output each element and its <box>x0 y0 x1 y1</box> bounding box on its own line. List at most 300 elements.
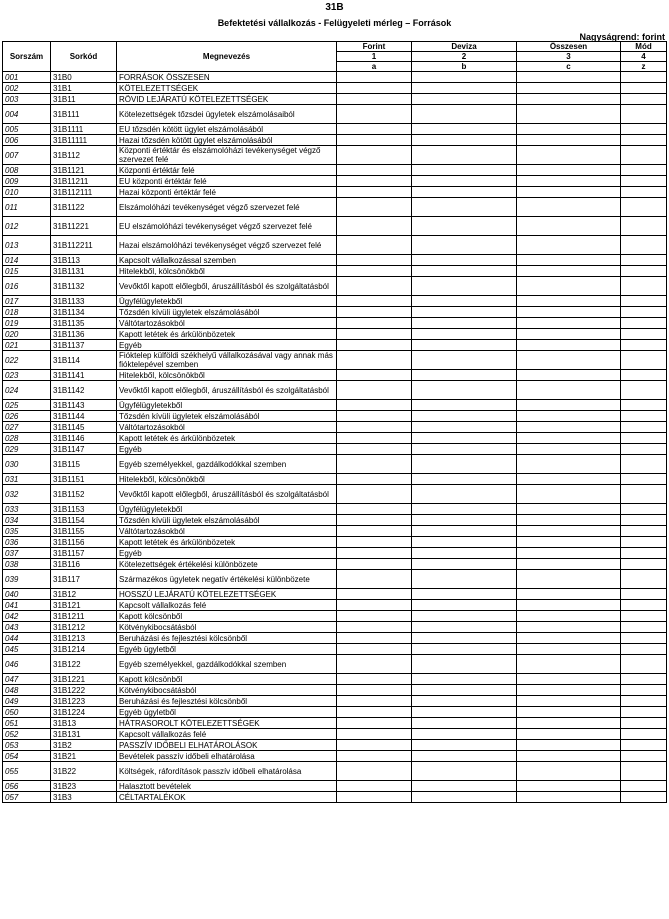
table-row <box>3 381 667 400</box>
table-row <box>3 526 667 537</box>
row-code: 31B1121 <box>51 165 117 176</box>
cell-osszesen <box>517 781 621 792</box>
cell-mod <box>621 277 667 296</box>
row-number: 009 <box>3 176 51 187</box>
cell-osszesen <box>517 707 621 718</box>
cell-forint <box>337 277 412 296</box>
col-deviza: Deviza <box>412 42 517 52</box>
cell-osszesen <box>517 236 621 255</box>
row-name: Vevőktől kapott előlegből, áruszállításból és szolgáltatásból <box>117 485 337 504</box>
row-code: 31B13 <box>51 718 117 729</box>
cell-deviza <box>412 318 517 329</box>
cell-osszesen <box>517 135 621 146</box>
row-name: Vevőktől kapott előlegből, áruszállításból és szolgáltatásból <box>117 277 337 296</box>
cell-mod <box>621 600 667 611</box>
row-code: 31B1122 <box>51 198 117 217</box>
cell-deviza <box>412 474 517 485</box>
table-row <box>3 198 667 217</box>
cell-deviza <box>412 548 517 559</box>
cell-forint <box>337 400 412 411</box>
table-row <box>3 707 667 718</box>
row-code: 31B1156 <box>51 537 117 548</box>
table-row <box>3 72 667 83</box>
cell-forint <box>337 729 412 740</box>
row-code: 31B1222 <box>51 685 117 696</box>
cell-forint <box>337 696 412 707</box>
row-name: HOSSZÚ LEJÁRATÚ KÖTELEZETTSÉGEK <box>117 589 337 600</box>
cell-deviza <box>412 381 517 400</box>
table-row <box>3 751 667 762</box>
cell-forint <box>337 762 412 781</box>
cell-osszesen <box>517 526 621 537</box>
row-number: 025 <box>3 400 51 411</box>
row-name: EU elszámolóházi tevékenységet végző szervezet felé <box>117 217 337 236</box>
cell-osszesen <box>517 474 621 485</box>
row-code: 31B21 <box>51 751 117 762</box>
row-name: Kapcsolt vállalkozással szemben <box>117 255 337 266</box>
row-name: Hitelekből, kölcsönökből <box>117 370 337 381</box>
cell-mod <box>621 266 667 277</box>
row-code: 31B1212 <box>51 622 117 633</box>
row-code: 31B1141 <box>51 370 117 381</box>
table-row <box>3 504 667 515</box>
cell-mod <box>621 94 667 105</box>
cell-mod <box>621 485 667 504</box>
cell-mod <box>621 526 667 537</box>
table-row <box>3 685 667 696</box>
cell-osszesen <box>517 600 621 611</box>
row-code: 31B1221 <box>51 674 117 685</box>
cell-mod <box>621 176 667 187</box>
table-row <box>3 176 667 187</box>
cell-osszesen <box>517 266 621 277</box>
table-row <box>3 187 667 198</box>
cell-forint <box>337 381 412 400</box>
cell-forint <box>337 655 412 674</box>
cell-deviza <box>412 198 517 217</box>
row-number: 035 <box>3 526 51 537</box>
cell-forint <box>337 792 412 803</box>
cell-osszesen <box>517 105 621 124</box>
row-number: 043 <box>3 622 51 633</box>
cell-forint <box>337 455 412 474</box>
cell-osszesen <box>517 751 621 762</box>
row-code: 31B1145 <box>51 422 117 433</box>
row-name: Hazai tőzsdén kötött ügylet elszámolásából <box>117 135 337 146</box>
row-number: 026 <box>3 411 51 422</box>
row-number: 033 <box>3 504 51 515</box>
cell-osszesen <box>517 422 621 433</box>
cell-deviza <box>412 176 517 187</box>
table-row <box>3 718 667 729</box>
row-number: 023 <box>3 370 51 381</box>
row-code: 31B117 <box>51 570 117 589</box>
row-name: Kötvénykibocsátásból <box>117 685 337 696</box>
cell-deviza <box>412 146 517 165</box>
row-code: 31B1151 <box>51 474 117 485</box>
cell-osszesen <box>517 589 621 600</box>
table-row <box>3 266 667 277</box>
row-number: 050 <box>3 707 51 718</box>
row-number: 008 <box>3 165 51 176</box>
cell-mod <box>621 381 667 400</box>
cell-osszesen <box>517 277 621 296</box>
cell-forint <box>337 611 412 622</box>
cell-osszesen <box>517 146 621 165</box>
cell-deviza <box>412 751 517 762</box>
row-name: Egyéb ügyletből <box>117 707 337 718</box>
row-code: 31B1143 <box>51 400 117 411</box>
table-row <box>3 351 667 370</box>
cell-osszesen <box>517 94 621 105</box>
cell-mod <box>621 83 667 94</box>
row-code: 31B11221 <box>51 217 117 236</box>
cell-osszesen <box>517 318 621 329</box>
cell-mod <box>621 515 667 526</box>
table-row <box>3 165 667 176</box>
row-name: PASSZÍV IDŐBELI ELHATÁROLÁSOK <box>117 740 337 751</box>
row-name: Tőzsdén kívüli ügyletek elszámolásából <box>117 411 337 422</box>
row-number: 034 <box>3 515 51 526</box>
cell-mod <box>621 537 667 548</box>
cell-mod <box>621 124 667 135</box>
cell-mod <box>621 792 667 803</box>
cell-osszesen <box>517 655 621 674</box>
cell-osszesen <box>517 176 621 187</box>
col-number: 1 <box>337 52 412 62</box>
cell-deviza <box>412 559 517 570</box>
row-number: 039 <box>3 570 51 589</box>
row-number: 032 <box>3 485 51 504</box>
row-name: Egyéb <box>117 444 337 455</box>
cell-forint <box>337 504 412 515</box>
row-code: 31B23 <box>51 781 117 792</box>
row-code: 31B1111 <box>51 124 117 135</box>
table-row <box>3 644 667 655</box>
row-name: KÖTELEZETTSÉGEK <box>117 83 337 94</box>
cell-mod <box>621 504 667 515</box>
cell-osszesen <box>517 674 621 685</box>
cell-osszesen <box>517 255 621 266</box>
row-number: 003 <box>3 94 51 105</box>
row-number: 046 <box>3 655 51 674</box>
row-number: 031 <box>3 474 51 485</box>
cell-forint <box>337 236 412 255</box>
row-number: 055 <box>3 762 51 781</box>
cell-forint <box>337 370 412 381</box>
cell-deviza <box>412 444 517 455</box>
cell-osszesen <box>517 762 621 781</box>
cell-forint <box>337 176 412 187</box>
row-name: Származékos ügyletek negatív értékelési különbözete <box>117 570 337 589</box>
table-row <box>3 633 667 644</box>
row-code: 31B112 <box>51 146 117 165</box>
table-row <box>3 105 667 124</box>
cell-mod <box>621 762 667 781</box>
cell-deviza <box>412 351 517 370</box>
cell-deviza <box>412 781 517 792</box>
row-code: 31B1211 <box>51 611 117 622</box>
cell-deviza <box>412 307 517 318</box>
cell-forint <box>337 444 412 455</box>
table-row <box>3 762 667 781</box>
row-name: Vevőktől kapott előlegből, áruszállításból és szolgáltatásból <box>117 381 337 400</box>
row-name: Halasztott bevételek <box>117 781 337 792</box>
row-code: 31B111 <box>51 105 117 124</box>
table-row <box>3 146 667 165</box>
row-code: 31B1152 <box>51 485 117 504</box>
cell-deviza <box>412 504 517 515</box>
cell-osszesen <box>517 433 621 444</box>
cell-osszesen <box>517 296 621 307</box>
row-code: 31B12 <box>51 589 117 600</box>
cell-mod <box>621 198 667 217</box>
row-name: Hitelekből, kölcsönökből <box>117 474 337 485</box>
row-code: 31B1133 <box>51 296 117 307</box>
col-letter: b <box>412 62 517 72</box>
cell-mod <box>621 781 667 792</box>
row-code: 31B1155 <box>51 526 117 537</box>
col-letter: a <box>337 62 412 72</box>
row-number: 042 <box>3 611 51 622</box>
row-code: 31B1154 <box>51 515 117 526</box>
table-row <box>3 611 667 622</box>
row-number: 005 <box>3 124 51 135</box>
row-number: 001 <box>3 72 51 83</box>
row-name: Kapott kölcsönből <box>117 674 337 685</box>
table-row <box>3 455 667 474</box>
row-code: 31B113 <box>51 255 117 266</box>
col-number: 3 <box>517 52 621 62</box>
cell-forint <box>337 548 412 559</box>
cell-deviza <box>412 255 517 266</box>
cell-forint <box>337 474 412 485</box>
table-row <box>3 307 667 318</box>
row-name: Kötelezettségek tőzsdei ügyletek elszámolásaiból <box>117 105 337 124</box>
row-code: 31B0 <box>51 72 117 83</box>
cell-forint <box>337 537 412 548</box>
cell-deviza <box>412 526 517 537</box>
cell-osszesen <box>517 548 621 559</box>
cell-mod <box>621 422 667 433</box>
cell-mod <box>621 644 667 655</box>
cell-mod <box>621 72 667 83</box>
cell-mod <box>621 135 667 146</box>
row-name: Hazai központi értéktár felé <box>117 187 337 198</box>
cell-deviza <box>412 105 517 124</box>
cell-forint <box>337 781 412 792</box>
cell-forint <box>337 307 412 318</box>
row-number: 052 <box>3 729 51 740</box>
row-number: 020 <box>3 329 51 340</box>
row-code: 31B122 <box>51 655 117 674</box>
table-row <box>3 792 667 803</box>
row-number: 022 <box>3 351 51 370</box>
cell-osszesen <box>517 307 621 318</box>
table-row <box>3 729 667 740</box>
row-name: Egyéb személyekkel, gazdálkodókkal szemben <box>117 455 337 474</box>
cell-forint <box>337 485 412 504</box>
col-mod: Mód <box>621 42 667 52</box>
row-name: Tőzsdén kívüli ügyletek elszámolásából <box>117 515 337 526</box>
cell-osszesen <box>517 611 621 622</box>
table-row <box>3 485 667 504</box>
cell-osszesen <box>517 444 621 455</box>
row-code: 31B131 <box>51 729 117 740</box>
row-name: Egyéb személyekkel, gazdálkodókkal szemben <box>117 655 337 674</box>
row-name: Váltótartozásokból <box>117 422 337 433</box>
row-name: Kapott letétek és árkülönbözetek <box>117 433 337 444</box>
cell-mod <box>621 729 667 740</box>
col-number: 2 <box>412 52 517 62</box>
row-number: 044 <box>3 633 51 644</box>
cell-mod <box>621 455 667 474</box>
cell-osszesen <box>517 381 621 400</box>
cell-mod <box>621 622 667 633</box>
cell-osszesen <box>517 72 621 83</box>
row-number: 017 <box>3 296 51 307</box>
cell-mod <box>621 718 667 729</box>
table-header <box>3 42 667 72</box>
cell-mod <box>621 146 667 165</box>
cell-forint <box>337 165 412 176</box>
cell-deviza <box>412 72 517 83</box>
cell-deviza <box>412 124 517 135</box>
cell-mod <box>621 296 667 307</box>
row-name: FORRÁSOK ÖSSZESEN <box>117 72 337 83</box>
cell-mod <box>621 570 667 589</box>
row-code: 31B1136 <box>51 329 117 340</box>
cell-mod <box>621 105 667 124</box>
cell-mod <box>621 685 667 696</box>
row-number: 016 <box>3 277 51 296</box>
cell-deviza <box>412 622 517 633</box>
row-name: EU tőzsdén kötött ügylet elszámolásából <box>117 124 337 135</box>
table-row <box>3 600 667 611</box>
row-name: Központi értéktár és elszámolóházi tevékenységet végző szervezet felé <box>117 146 337 165</box>
row-code: 31B1134 <box>51 307 117 318</box>
table-row <box>3 444 667 455</box>
cell-forint <box>337 296 412 307</box>
cell-forint <box>337 622 412 633</box>
cell-forint <box>337 217 412 236</box>
cell-deviza <box>412 611 517 622</box>
cell-osszesen <box>517 351 621 370</box>
cell-forint <box>337 685 412 696</box>
row-name: Kapcsolt vállalkozás felé <box>117 729 337 740</box>
cell-mod <box>621 589 667 600</box>
row-name: Elszámolóházi tevékenységet végző szervezet felé <box>117 198 337 217</box>
cell-mod <box>621 751 667 762</box>
row-number: 021 <box>3 340 51 351</box>
table-row <box>3 655 667 674</box>
row-code: 31B22 <box>51 762 117 781</box>
row-code: 31B112111 <box>51 187 117 198</box>
row-number: 019 <box>3 318 51 329</box>
form-code: 31B <box>325 2 344 13</box>
cell-forint <box>337 559 412 570</box>
col-forint: Forint <box>337 42 412 52</box>
cell-osszesen <box>517 370 621 381</box>
row-code: 31B1223 <box>51 696 117 707</box>
row-name: Tőzsdén kívüli ügyletek elszámolásából <box>117 307 337 318</box>
row-code: 31B1146 <box>51 433 117 444</box>
row-code: 31B1214 <box>51 644 117 655</box>
cell-mod <box>621 411 667 422</box>
row-number: 041 <box>3 600 51 611</box>
cell-forint <box>337 83 412 94</box>
row-number: 018 <box>3 307 51 318</box>
table-row <box>3 474 667 485</box>
cell-deviza <box>412 422 517 433</box>
cell-osszesen <box>517 696 621 707</box>
row-name: Váltótartozásokból <box>117 318 337 329</box>
cell-mod <box>621 696 667 707</box>
row-number: 057 <box>3 792 51 803</box>
row-number: 014 <box>3 255 51 266</box>
cell-mod <box>621 165 667 176</box>
table-row <box>3 674 667 685</box>
cell-osszesen <box>517 400 621 411</box>
row-code: 31B1213 <box>51 633 117 644</box>
row-number: 047 <box>3 674 51 685</box>
cell-deviza <box>412 655 517 674</box>
cell-mod <box>621 707 667 718</box>
row-number: 038 <box>3 559 51 570</box>
cell-forint <box>337 433 412 444</box>
table-row <box>3 781 667 792</box>
cell-forint <box>337 72 412 83</box>
cell-deviza <box>412 740 517 751</box>
row-number: 056 <box>3 781 51 792</box>
form-title: Befektetési vállalkozás - Felügyeleti mérleg – Források <box>217 18 452 28</box>
cell-osszesen <box>517 124 621 135</box>
cell-forint <box>337 515 412 526</box>
table-row <box>3 296 667 307</box>
balance-table <box>2 41 667 803</box>
row-name: RÖVID LEJÁRATÚ KÖTELEZETTSÉGEK <box>117 94 337 105</box>
row-number: 036 <box>3 537 51 548</box>
cell-mod <box>621 433 667 444</box>
cell-deviza <box>412 83 517 94</box>
cell-osszesen <box>517 411 621 422</box>
row-name: Kapcsolt vállalkozás felé <box>117 600 337 611</box>
cell-forint <box>337 351 412 370</box>
cell-osszesen <box>517 718 621 729</box>
row-code: 31B1147 <box>51 444 117 455</box>
cell-deviza <box>412 165 517 176</box>
cell-deviza <box>412 589 517 600</box>
cell-forint <box>337 751 412 762</box>
cell-forint <box>337 570 412 589</box>
cell-deviza <box>412 329 517 340</box>
row-name: Kapott kölcsönből <box>117 611 337 622</box>
table-row <box>3 411 667 422</box>
row-code: 31B112211 <box>51 236 117 255</box>
row-name: Ügyfélügyletekből <box>117 504 337 515</box>
cell-deviza <box>412 570 517 589</box>
row-name: Kapott letétek és árkülönbözetek <box>117 329 337 340</box>
cell-forint <box>337 318 412 329</box>
cell-mod <box>621 187 667 198</box>
table-row <box>3 559 667 570</box>
row-number: 002 <box>3 83 51 94</box>
cell-deviza <box>412 685 517 696</box>
table-row <box>3 94 667 105</box>
col-osszesen: Összesen <box>517 42 621 52</box>
row-number: 011 <box>3 198 51 217</box>
cell-mod <box>621 340 667 351</box>
